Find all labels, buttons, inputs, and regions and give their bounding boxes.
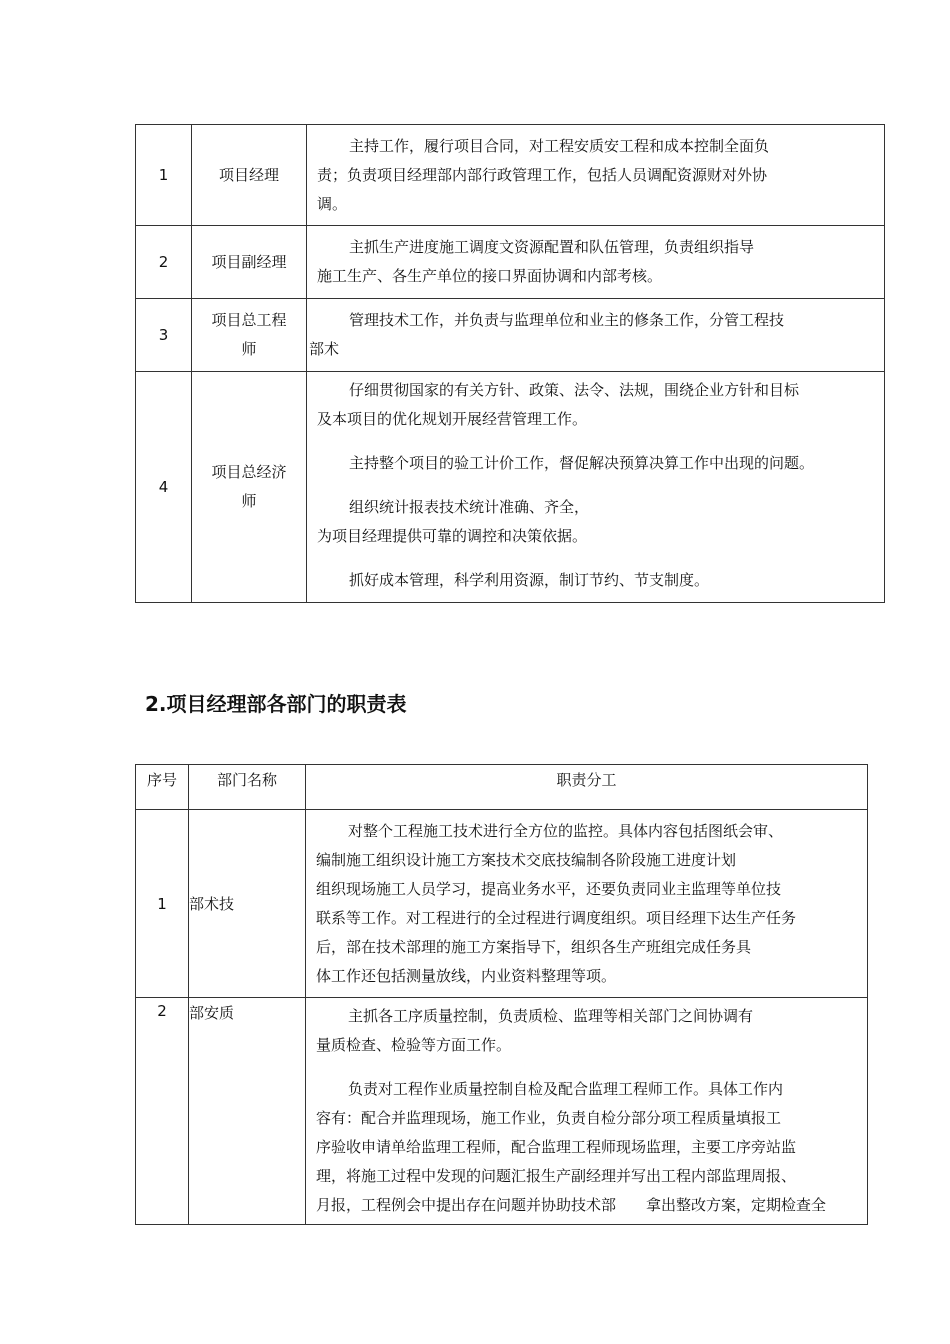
position-name-line: 项目总经济 <box>211 463 287 481</box>
duty-line: 及本项目的优化规划开展经营管理工作。 <box>317 410 588 428</box>
department-name: 部术技 <box>189 810 306 998</box>
duty-cell <box>307 226 885 299</box>
duty-line: 体工作还包括测量放线，内业资料整理等项。 <box>316 966 617 985</box>
row-number: 1 <box>136 125 192 226</box>
duty-cell <box>307 125 885 226</box>
position-name <box>192 125 307 226</box>
duty-paragraph <box>316 1075 857 1220</box>
duty-line: 后，部在技术部理的施工方案指导下，组织各生产班组完成任务具 <box>316 937 752 956</box>
duty-line: 施工生产、各生产单位的接口界面协调和内部考核。 <box>317 267 663 285</box>
duty-paragraph <box>317 449 874 478</box>
duty-line: 主抓各工序质量控制，负责质检、监理等相关部门之间协调有 <box>348 1007 754 1025</box>
table-row <box>136 998 868 1225</box>
position-name <box>192 226 307 299</box>
duty-line: 为项目经理提供可靠的调控和决策依据。 <box>317 527 588 545</box>
duty-line: 主抓生产进度施工调度文资源配置和队伍管理，负责组织指导 <box>349 238 755 256</box>
position-name-line: 项目副经理 <box>211 252 287 271</box>
position-name-line: 项目经理 <box>218 165 279 184</box>
duty-line: 联系等工作。对工程进行的全过程进行调度组织。项目经理下达生产任务 <box>316 908 797 927</box>
header-duties: 职责分工 <box>306 765 868 810</box>
duty-line: 调。 <box>317 194 348 213</box>
duty-line: 对整个工程施工技术进行全方位的监控。具体内容包括图纸会审、 <box>348 821 784 840</box>
duty-line: 理，将施工过程中发现的问题汇报生产副经理并写出工程内部监理周报、 <box>316 1167 797 1185</box>
duty-line: 量质检查、检验等方面工作。 <box>316 1036 512 1054</box>
row-number: 4 <box>136 372 192 603</box>
position-name-line: 师 <box>241 492 257 510</box>
duty-line: 主持整个项目的验工计价工作，督促解决预算决算工作中出现的问题。 <box>349 454 815 472</box>
row-number: 2 <box>136 226 192 299</box>
duty-cell <box>306 810 868 998</box>
duty-table-departments <box>135 764 868 1225</box>
duty-line: 管理技术工作，并负责与监理单位和业主的修条工作，分管工程技 <box>349 311 785 329</box>
duty-line: 仔细贯彻国家的有关方针、政策、法令、法规，围绕企业方针和目标 <box>349 381 800 399</box>
table-header-row <box>136 765 868 810</box>
duty-line: 主持工作，履行项目合同，对工程安质安工程和成本控制全面负 <box>349 136 770 155</box>
header-department: 部门名称 <box>189 765 306 810</box>
row-number: 3 <box>136 299 192 372</box>
duty-line: 序验收申请单给监理工程师，配合监理工程师现场监理，主要工序旁站监 <box>316 1138 797 1156</box>
duty-paragraph <box>316 1002 857 1060</box>
duty-paragraph <box>317 566 874 595</box>
row-number: 2 <box>136 998 189 1225</box>
duty-line: 抓好成本管理，科学利用资源，制订节约、节支制度。 <box>349 571 710 589</box>
position-name-line: 项目总工程 <box>211 311 287 329</box>
duty-line: 容有：配合并监理现场，施工作业，负责自检分部分项工程质量填报工 <box>316 1109 782 1127</box>
duty-cell <box>307 372 885 603</box>
table-row <box>136 226 885 299</box>
duty-paragraph <box>317 233 874 291</box>
section-title: 2.项目经理部各部门的职责表 <box>145 692 407 716</box>
header-number: 序号 <box>136 765 189 810</box>
duty-cell <box>306 998 868 1225</box>
duty-line: 组织统计报表技术统计准确、齐全， <box>349 498 590 516</box>
duty-line: 责；负责项目经理部内部行政管理工作，包括人员调配资源财对外协 <box>317 165 768 184</box>
position-name-line: 师 <box>241 340 257 358</box>
table-row <box>136 125 885 226</box>
department-name: 部安质 <box>189 998 306 1225</box>
duty-paragraph <box>317 376 874 434</box>
duty-line: 编制施工组织设计施工方案技术交底技编制各阶段施工进度计划 <box>316 850 737 869</box>
duty-line: 组织现场施工人员学习，提高业务水平，还要负责同业主监理等单位技 <box>316 879 782 898</box>
position-name <box>192 372 307 603</box>
duty-paragraph <box>317 493 874 551</box>
duty-paragraph <box>317 306 874 335</box>
duty-table-personnel <box>135 124 885 603</box>
table-row <box>136 372 885 603</box>
table-row <box>136 810 868 998</box>
duty-paragraph <box>316 817 857 991</box>
table-row <box>136 299 885 372</box>
duty-line: 月报，工程例会中提出存在问题并协助技术部 拿出整改方案，定期检查全 <box>316 1196 827 1214</box>
position-name <box>192 299 307 372</box>
duty-line: 负责对工程作业质量控制自检及配合监理工程师工作。具体工作内 <box>348 1080 784 1098</box>
duty-paragraph <box>317 132 874 219</box>
duty-extra: 部术 <box>309 340 340 358</box>
duty-cell <box>307 299 885 372</box>
row-number: 1 <box>136 810 189 998</box>
